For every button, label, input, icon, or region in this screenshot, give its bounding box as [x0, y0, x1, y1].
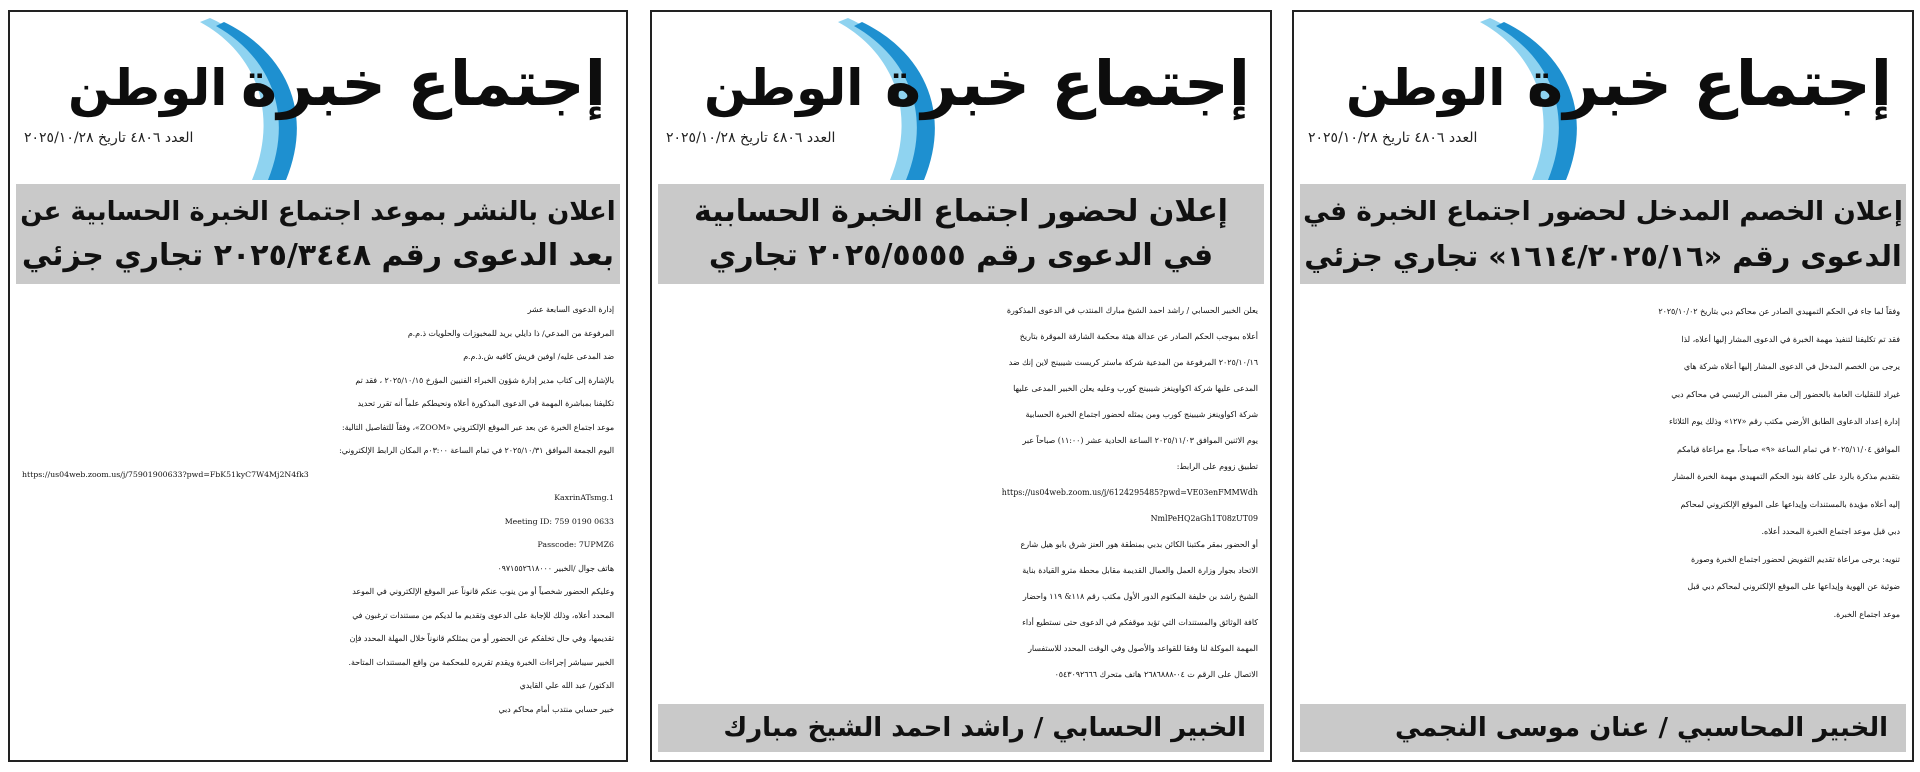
body-line: يعلن الخبير الحسابي / راشد احمد الشيخ مبارك المنتدب في الدعوى المذكورة — [1006, 306, 1258, 315]
signer-name: الدكتور/ عبد الله علي القايدي — [519, 681, 614, 690]
body-line: وفقاً لما جاء في الحكم التمهيدي الصادر عن محاكم دبي بتاريخ ٢٠٢٥/١٠/٠٢ — [1658, 307, 1900, 316]
issue-line: العدد ٤٨٠٦ تاريخ ٢٠٢٥/١٠/٢٨ — [24, 130, 194, 146]
body-line: دبي قبل موعد اجتماع الخبرة المحدد أعلاه. — [1761, 527, 1900, 536]
meeting-id: Meeting ID: 759 0190 0633 — [504, 516, 614, 526]
body-line: ضد المدعى عليه/ اوفين فريش كافيه ش.ذ.م.م — [463, 352, 614, 361]
notice-line: ضوئية عن الهوية وإيداعها على الموقع الإلكتروني لمحاكم دبي قبل — [1687, 582, 1900, 591]
body-line: بالإشارة إلى كتاب مدير إدارة شؤون الخبراء الفنيين المؤرخ ٢٠٢٥/١٠/١٥ ، فقد تم — [355, 375, 614, 385]
signature-bar: الخبير المحاسبي / عنان موسى النجمي — [1300, 704, 1906, 752]
ad-panel-middle — [650, 10, 1272, 762]
body-line: إليه أعلاه مؤيدة بالمستندات وإيداعها على الموقع الإلكتروني لمحاكم — [1680, 499, 1900, 509]
body-line: كافة الوثائق والمستندات التي تؤيد موقفكم في الدعوى حتى نستطيع أداء — [1022, 618, 1258, 627]
headline-line: الدعوى رقم «١٦١٤/٢٠٢٥/١٦» تجاري جزئي — [1304, 239, 1902, 273]
body-line: الشيخ راشد بن خليفة المكتوم الدور الأول مكتب رقم ١١٨& ١١٩ واحضار — [1022, 592, 1258, 601]
body-line: اليوم الجمعة الموافق ٢٠٢٥/١٠/٣١ في تمام الساعة ٠٣:٠٠م المكان الرابط الإلكتروني: — [339, 446, 614, 455]
ad-panel-left — [8, 10, 628, 762]
body-line: الاتصال على الرقم ت ٠٤-٢٦٨٦٨٨٨ هاتف متحرك ٠٥٤٣٠٩٢٦٦٦ — [1054, 670, 1258, 679]
body-line: تقديمها، وفي حال تخلفكم عن الحضور أو من يمثلكم قانوناً خلال المهلة المحدد فإن — [349, 634, 614, 643]
body-line: إدارة إعداد الدعاوى الطابق الأرضي مكتب رقم «١٢٧» وذلك يوم الثلاثاء — [1668, 417, 1900, 426]
zoom-link-cont: KaxrinATsmg.1 — [554, 493, 614, 502]
body-line: المدعى عليها شركة اكواوينغز شيبينج كورب وعليه يعلن الخبير المدعى عليها — [1013, 384, 1258, 393]
body-line: الموافق ٢٠٢٥/١١/٠٤ في تمام الساعة «٩» صباحاً، مع مراعاة قيامكم — [1676, 444, 1900, 454]
issue-line: العدد ٤٨٠٦ تاريخ ٢٠٢٥/١٠/٢٨ — [666, 130, 836, 146]
headline-line: إعلان لحضور اجتماع الخبرة الحسابية — [694, 194, 1228, 229]
headline-line: في الدعوى رقم ٢٠٢٥/٥٥٥٥ تجاري — [708, 238, 1214, 273]
notice-line: موعد اجتماع الخبرة. — [1833, 609, 1900, 619]
body-line: إدارة الدعوى السابعة عشر — [527, 305, 614, 314]
body-line: غيراد للنقليات العامة بالحضور إلى مقر المبنى الرئيسي في محاكم دبي — [1671, 389, 1900, 399]
ad-title: إجتماع خبرة — [240, 47, 606, 120]
issue-line: العدد ٤٨٠٦ تاريخ ٢٠٢٥/١٠/٢٨ — [1308, 130, 1478, 146]
body-line: وعليكم الحضور شخصياً أو من ينوب عنكم قانوناً عبر الموقع الإلكتروني في الموعد — [352, 587, 614, 596]
newspaper-brand: الوطن — [704, 59, 864, 117]
zoom-link-cont: NmlPeHQ2aGh1T08zUT09 — [1150, 514, 1258, 523]
body-line: أو الحضور بمقر مكتبنا الكائن بدبي بمنطقة هور العنز شرق بابو هيل شارع — [1020, 540, 1258, 549]
zoom-link: https://us04web.zoom.us/j/6124295485?pwd=VE03enFMMWdh — [1001, 488, 1258, 497]
ad-title: إجتماع خبرة — [1526, 47, 1892, 120]
ad-body — [664, 298, 1258, 688]
ad-header — [652, 12, 1270, 180]
newspaper-brand: الوطن — [68, 59, 228, 117]
ad-body — [22, 298, 614, 721]
body-line: أعلاه بموجب الحكم الصادر عن عدالة هيئة محكمة الشارقة الموقرة بتاريخ — [1019, 332, 1258, 341]
ad-headline — [16, 184, 620, 284]
body-line: يوم الاثنين الموافق ٢٠٢٥/١١/٠٣ الساعة الحادية عشر (١١:٠٠) صباحاً عبر — [1022, 436, 1258, 445]
body-line: المهمة الموكلة لنا وفقا للقواعد والأصول وفي الوقت المحدد للاستفسار — [1028, 644, 1258, 653]
body-line: فقد تم تكليفنا لتنفيذ مهمة الخبرة في الدعوى المشار إليها أعلاه، لذا — [1681, 334, 1900, 344]
notice-line: تنويه: يرجى مراعاة تقديم التفويض لحضور اجتماع الخبرة وصورة — [1691, 554, 1900, 564]
signature-bar: الخبير الحسابي / راشد احمد الشيخ مبارك — [658, 704, 1264, 752]
headline-line: اعلان بالنشر بموعد اجتماع الخبرة الحسابية عن — [20, 197, 616, 227]
body-line: هاتف جوال /الخبير ٠٩٧١٥٥٢٦١٨٠٠٠ — [497, 563, 614, 573]
body-line: المرفوعة من المدعي/ ذا دايلي بريد للمخبوزات والحلويات ذ.م.م — [407, 328, 614, 338]
body-line: بتقديم مذكرة بالرد على كافة بنود الحكم التمهيدي مهمة الخبرة المشار — [1672, 472, 1900, 481]
ad-title: إجتماع خبرة — [884, 47, 1250, 120]
body-line: المحدد أعلاه، وذلك للإجابة على الدعوى وتقديم ما لديكم من مستندات ترغبون في — [352, 610, 614, 620]
body-line: شركة اكواوينغز شيبينج كورب ومن يمثله لحضور اجتماع الخبرة الحسابية — [1025, 410, 1258, 419]
body-line: موعد اجتماع الخبرة عن بعد عبر الموقع الإلكتروني «ZOOM»، وفقاً للتفاصيل التالية: — [341, 422, 614, 432]
body-line: ٢٠٢٥/١٠/١٦ المرفوعة من المدعية شركة ماستر كريست شيبينج لاين إنك ضد — [1008, 358, 1258, 367]
headline-line: إعلان الخصم المدخل لحضور اجتماع الخبرة في — [1303, 196, 1903, 227]
signer-role: خبير حسابي منتدب أمام محاكم دبي — [498, 704, 614, 714]
body-line: تطبيق زووم على الرابط: — [1176, 462, 1258, 471]
body-line: الخبير سيباشر إجراءات الخبرة ويقدم تقريره للمحكمة من واقع المستندات المتاحة. — [348, 657, 614, 667]
ad-header — [10, 12, 626, 180]
body-line: يرجى من الخصم المدخل في الدعوى المشار إليها أعلاه شركة هاي — [1683, 362, 1900, 371]
ad-panel-right — [1292, 10, 1914, 762]
newspaper-brand: الوطن — [1346, 59, 1506, 117]
ad-header — [1294, 12, 1912, 180]
headline-line: بعد الدعوى رقم ٢٠٢٥/٣٤٤٨ تجاري جزئي — [21, 238, 615, 273]
body-line: تكليفنا بمباشرة المهمة في الدعوى المذكورة أعلاه ونحيطكم علماً أنه تقرر تحديد — [357, 399, 614, 408]
ad-body — [1306, 298, 1900, 628]
body-line: الاتحاد بجوار وزارة العمل والعمال القديمة مقابل محطة مترو القيادة بناية — [1022, 566, 1258, 575]
ad-headline — [1300, 184, 1906, 284]
zoom-link: https://us04web.zoom.us/j/75901900633?pwd=FbK51kyC7W4Mj2N4fk3 — [22, 469, 309, 479]
ad-headline — [658, 184, 1264, 284]
passcode: Passcode: 7UPMZ6 — [537, 540, 614, 549]
